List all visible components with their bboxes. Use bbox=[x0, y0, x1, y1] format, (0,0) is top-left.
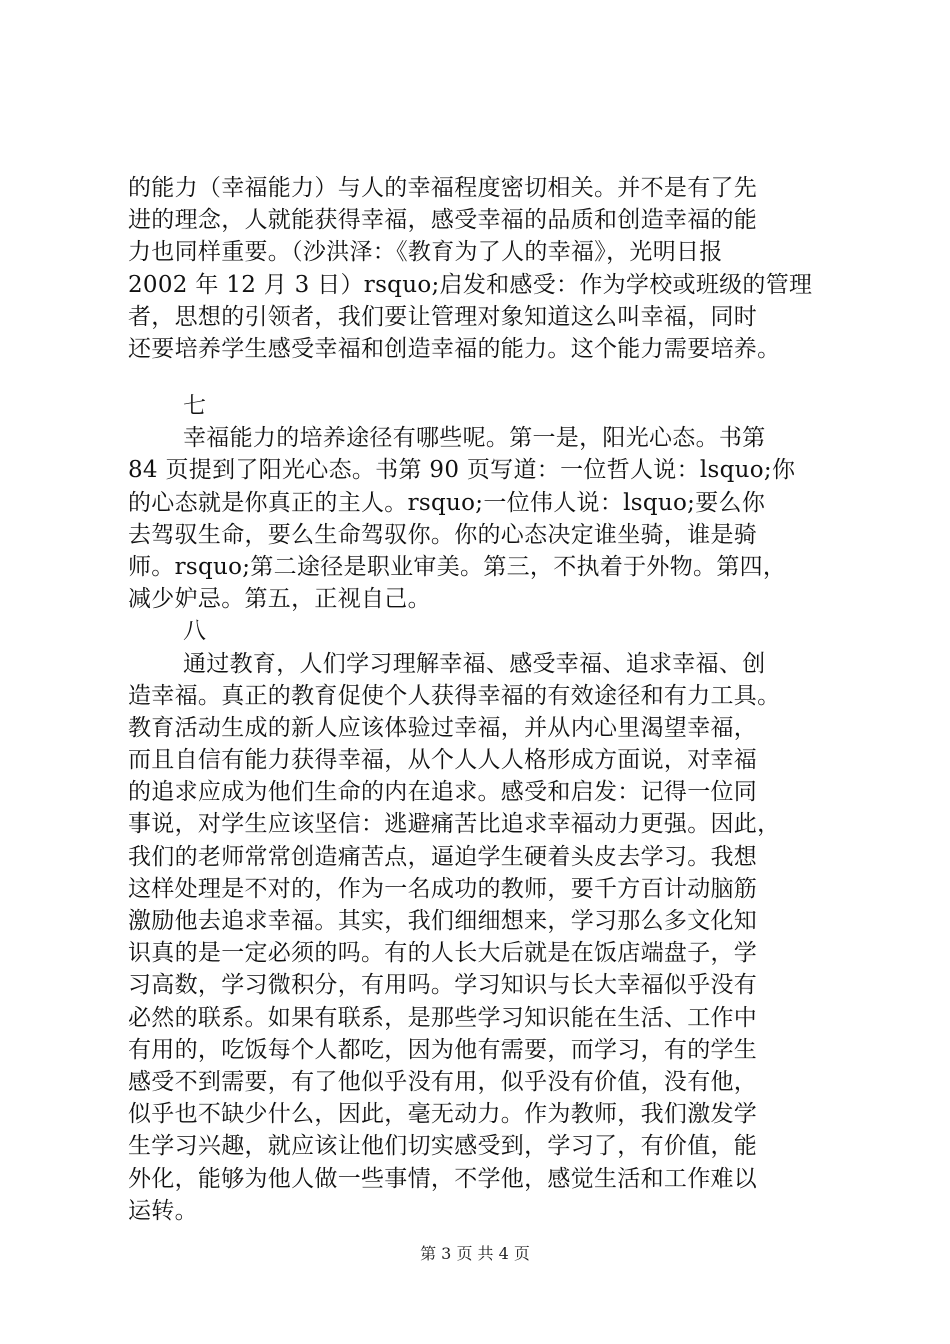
text-line: 外化，能够为他人做一些事情，不学他，感觉生活和工作难以 bbox=[128, 1165, 758, 1192]
text-line: 事说，对学生应该坚信：逃避痛苦比追求幸福动力更强。因此， bbox=[128, 811, 781, 838]
text-line: 激励他去追求幸福。其实，我们细细想来，学习那么多文化知 bbox=[128, 908, 758, 934]
text-line: 通过教育，人们学习理解幸福、感受幸福、追求幸福、创 bbox=[183, 650, 766, 677]
paragraph-happiness-ability bbox=[128, 172, 852, 365]
text-line: 减少妒忌。第五，正视自己。 bbox=[128, 586, 431, 613]
text-line: 习高数，学习微积分，有用吗。学习知识与长大幸福似乎没有 bbox=[128, 972, 758, 999]
text-line: 84 页提到了阳光心态。书第 90 页写道：一位哲人说：lsquo;你 bbox=[128, 457, 796, 484]
text-line: 的心态就是你真正的主人。rsquo;一位伟人说：lsquo;要么你 bbox=[128, 489, 766, 516]
section-heading: 七 bbox=[183, 393, 207, 419]
text-line: 的能力（幸福能力）与人的幸福程度密切相关。并不是有了先 bbox=[128, 175, 758, 201]
text-line: 而且自信有能力获得幸福，从个人人人格形成方面说，对幸福 bbox=[128, 747, 758, 774]
section-heading: 八 bbox=[183, 618, 207, 645]
text-line: 的追求应成为他们生命的内在追求。感受和启发：记得一位同 bbox=[128, 779, 758, 806]
text-line: 进的理念，人就能获得幸福，感受幸福的品质和创造幸福的能 bbox=[128, 207, 758, 234]
text-line: 生学习兴趣，就应该让他们切实感受到，学习了，有价值，能 bbox=[128, 1133, 758, 1160]
text-line: 者，思想的引领者，我们要让管理对象知道这么叫幸福，同时 bbox=[128, 303, 758, 330]
text-line: 识真的是一定必须的吗。有的人长大后就是在饭店端盘子，学 bbox=[128, 940, 758, 967]
text-line: 感受不到需要，有了他似乎没有用，似乎没有价值，没有他， bbox=[128, 1068, 758, 1095]
text-line: 力也同样重要。（沙洪泽：《教育为了人的幸福》，光明日报 bbox=[128, 239, 723, 266]
text-line: 2002 年 12 月 3 日）rsquo;启发和感受：作为学校或班级的管理 bbox=[128, 271, 813, 298]
text-line: 去驾驭生命，要么生命驾驭你。你的心态决定谁坐骑，谁是骑 bbox=[128, 521, 758, 548]
page-number: 第 3 页 共 4 页 bbox=[420, 1244, 530, 1263]
text-line: 教育活动生成的新人应该体验过幸福，并从内心里渴望幸福， bbox=[128, 714, 758, 741]
text-line: 幸福能力的培养途径有哪些呢。第一是，阳光心态。书第 bbox=[183, 425, 766, 452]
page-footer bbox=[0, 1244, 950, 1264]
section-seven bbox=[128, 390, 852, 1227]
text-line: 还要培养学生感受幸福和创造幸福的能力。这个能力需要培养。 bbox=[128, 335, 781, 362]
text-line: 运转。 bbox=[128, 1197, 198, 1224]
text-line: 师。rsquo;第二途径是职业审美。第三，不执着于外物。第四， bbox=[128, 553, 787, 580]
text-line: 造幸福。真正的教育促使个人获得幸福的有效途径和有力工具。 bbox=[128, 682, 781, 709]
text-line: 似乎也不缺少什么，因此，毫无动力。作为教师，我们激发学 bbox=[128, 1101, 758, 1128]
text-line: 有用的，吃饭每个人都吃，因为他有需要，而学习，有的学生 bbox=[128, 1036, 758, 1063]
text-line: 我们的老师常常创造痛苦点，逼迫学生硬着头皮去学习。我想 bbox=[128, 843, 758, 870]
text-line: 这样处理是不对的，作为一名成功的教师，要千方百计动脑筋 bbox=[128, 875, 758, 902]
text-line: 必然的联系。如果有联系，是那些学习知识能在生活、工作中 bbox=[128, 1004, 758, 1031]
